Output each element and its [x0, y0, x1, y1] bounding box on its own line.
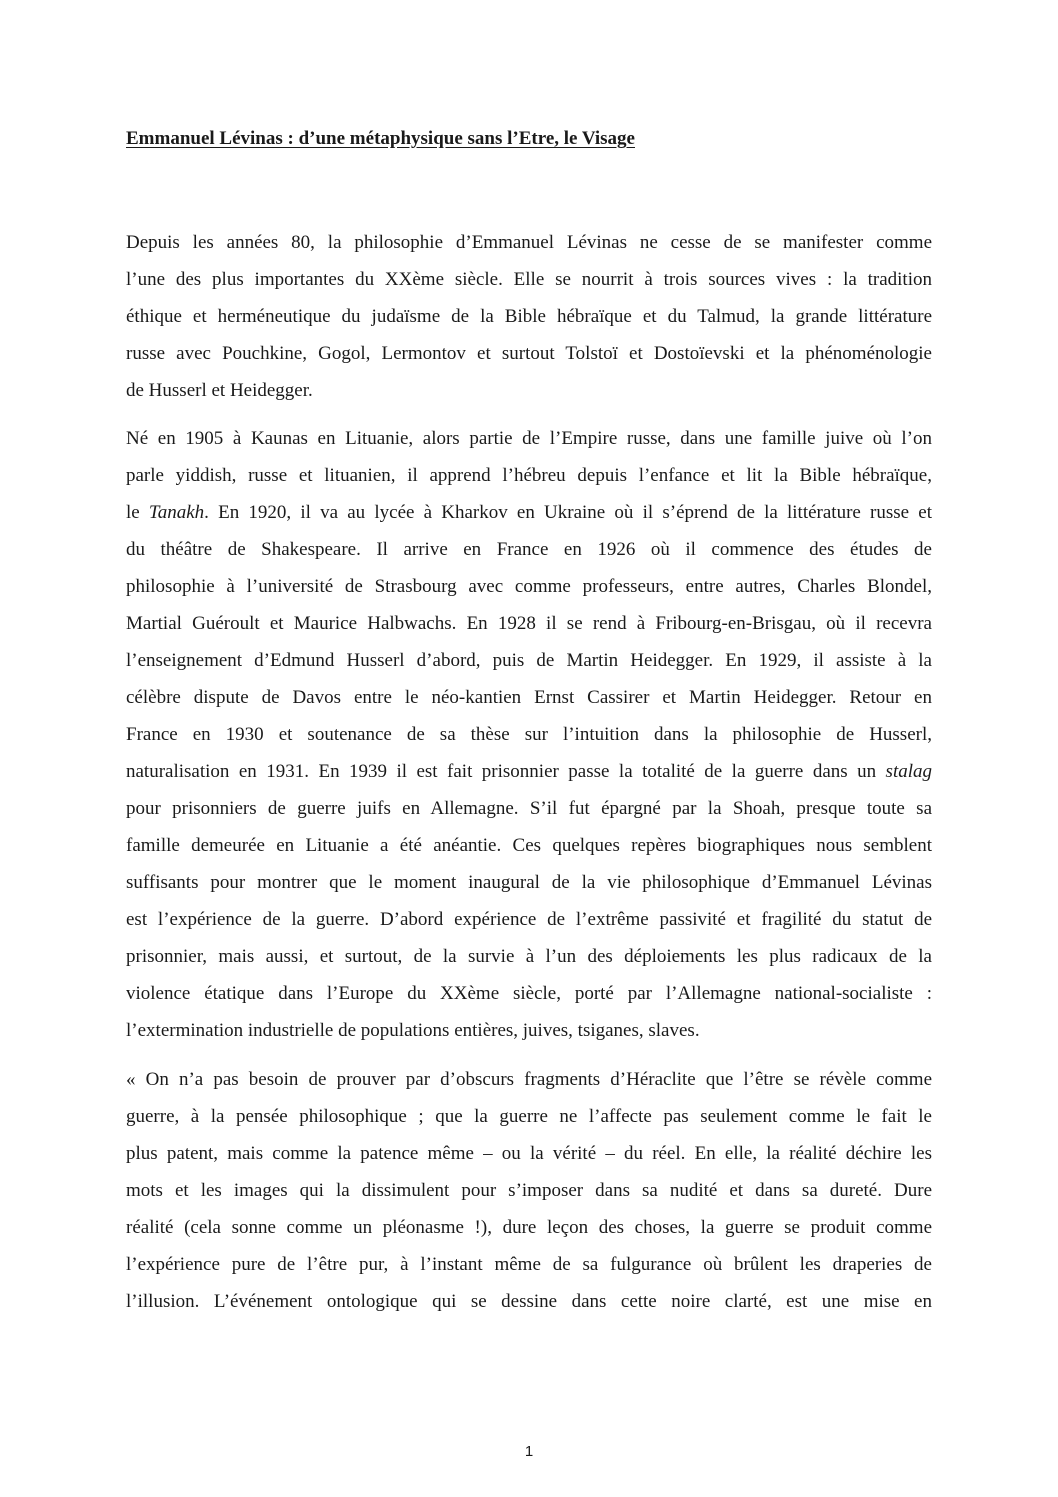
text-segment: « On n’a pas besoin de prouver par d’obscurs fragments d’Héraclite que l’être se révèle comme — [126, 1069, 932, 1090]
text-segment: l’enseignement d’Edmund Husserl d’abord, puis de Martin Heidegger. En 1929, il assiste à la — [126, 650, 932, 671]
text-line — [126, 1098, 932, 1135]
text-line — [126, 457, 932, 494]
text-segment: éthique et herméneutique du judaïsme de la Bible hébraïque et du Talmud, la grande littérature — [126, 306, 932, 327]
italic-term: stalag — [885, 761, 932, 782]
text-segment: du théâtre de Shakespeare. Il arrive en France en 1926 où il commence des études de — [126, 539, 932, 560]
text-line — [126, 298, 932, 335]
text-segment: suffisants pour montrer que le moment inaugural de la vie philosophique d’Emmanuel Lévinas — [126, 872, 932, 893]
text-segment: Né en 1905 à Kaunas en Lituanie, alors partie de l’Empire russe, dans une famille juive où l’on — [126, 428, 932, 449]
text-segment: . En 1920, il va au lycée à Kharkov en Ukraine où il s’éprend de la littérature russe et — [204, 502, 932, 523]
page-number: 1 — [524, 1443, 534, 1460]
text-segment: France en 1930 et soutenance de sa thèse sur l’intuition dans la philosophie de Husserl, — [126, 724, 932, 745]
text-line — [126, 372, 932, 409]
text-segment: parle yiddish, russe et lituanien, il apprend l’hébreu depuis l’enfance et lit la Bible hébraïque, — [126, 465, 932, 486]
text-segment: l’illusion. L’événement ontologique qui se dessine dans cette noire clarté, est une mise en — [126, 1291, 932, 1312]
document-title: Emmanuel Lévinas : d’une métaphysique sans l’Etre, le Visage — [126, 128, 635, 149]
text-line — [126, 335, 932, 372]
text-line — [126, 753, 932, 790]
text-line — [126, 1246, 932, 1283]
text-line — [126, 827, 932, 864]
text-segment: prisonnier, mais aussi, et surtout, de la survie à l’un des déploiements les plus radicaux de la — [126, 946, 932, 967]
text-line — [126, 605, 932, 642]
text-segment: plus patent, mais comme la patence même – ou la vérité – du réel. En elle, la réalité déchire les — [126, 1143, 932, 1164]
text-line — [126, 1172, 932, 1209]
text-segment: Martial Guéroult et Maurice Halbwachs. En 1928 il se rend à Fribourg-en-Brisgau, où il recevra — [126, 613, 932, 634]
text-line — [126, 790, 932, 827]
text-line — [126, 716, 932, 753]
text-line — [126, 568, 932, 605]
text-line — [126, 1135, 932, 1172]
text-segment: violence étatique dans l’Europe du XXème siècle, porté par l’Allemagne national-socialiste : — [126, 983, 932, 1004]
text-line — [126, 975, 932, 1012]
text-segment: guerre, à la pensée philosophique ; que la guerre ne l’affecte pas seulement comme le fait le — [126, 1106, 932, 1127]
text-segment: de Husserl et Heidegger. — [126, 380, 313, 401]
text-line — [126, 1209, 932, 1246]
text-segment: philosophie à l’université de Strasbourg avec comme professeurs, entre autres, Charles Blondel, — [126, 576, 932, 597]
text-segment: Depuis les années 80, la philosophie d’Emmanuel Lévinas ne cesse de se manifester comme — [126, 232, 932, 253]
text-segment: l’une des plus importantes du XXème siècle. Elle se nourrit à trois sources vives : la tradition — [126, 269, 932, 290]
text-line — [126, 938, 932, 975]
text-segment: naturalisation en 1931. En 1939 il est fait prisonnier passe la totalité de la guerre dans un — [126, 761, 886, 782]
text-line — [126, 420, 932, 457]
paragraph-intro — [126, 224, 932, 409]
text-line — [126, 1012, 932, 1049]
text-line — [126, 1061, 932, 1098]
text-segment: pour prisonniers de guerre juifs en Allemagne. S’il fut épargné par la Shoah, presque toute sa — [126, 798, 932, 819]
text-segment: mots et les images qui la dissimulent pour s’imposer dans sa nudité et dans sa dureté. Dure — [126, 1180, 932, 1201]
paragraph-biography — [126, 420, 932, 1049]
text-line — [126, 494, 932, 531]
text-line — [126, 531, 932, 568]
text-segment: est l’expérience de la guerre. D’abord expérience de l’extrême passivité et fragilité du statut de — [126, 909, 932, 930]
text-segment: russe avec Pouchkine, Gogol, Lermontov et surtout Tolstoï et Dostoïevski et la phénoménologie — [126, 343, 932, 364]
text-line — [126, 261, 932, 298]
text-segment: réalité (cela sonne comme un pléonasme !), dure leçon des choses, la guerre se produit comme — [126, 1217, 932, 1238]
italic-term: Tanakh — [148, 502, 205, 523]
text-segment: l’expérience pure de l’être pur, à l’instant même de sa fulgurance où brûlent les draperies de — [126, 1254, 932, 1275]
text-segment: l’extermination industrielle de populations entières, juives, tsiganes, slaves. — [126, 1020, 700, 1041]
paragraph-quotation — [126, 1061, 932, 1320]
text-line — [126, 224, 932, 261]
text-line — [126, 642, 932, 679]
text-segment: le — [126, 502, 149, 523]
text-line — [126, 679, 932, 716]
text-segment: célèbre dispute de Davos entre le néo-kantien Ernst Cassirer et Martin Heidegger. Retour en — [126, 687, 932, 708]
text-line — [126, 901, 932, 938]
text-line — [126, 1283, 932, 1320]
text-line — [126, 864, 932, 901]
text-segment: famille demeurée en Lituanie a été anéantie. Ces quelques repères biographiques nous semblent — [126, 835, 932, 856]
